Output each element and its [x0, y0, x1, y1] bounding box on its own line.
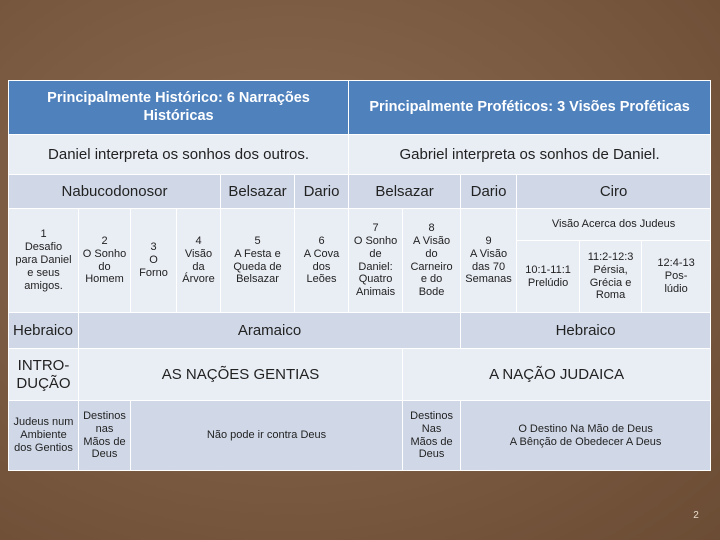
king-ciro: Ciro: [517, 175, 711, 209]
king-belsazar-right: Belsazar: [349, 175, 461, 209]
chapter-1-cell: 1 Desafio para Daniel e seus amigos.: [9, 209, 79, 313]
vision-jews-title: Visão Acerca dos Judeus: [517, 209, 711, 241]
historical-header: Principalmente Histórico: 6 Narrações Históricas: [9, 81, 349, 135]
vision-part-postlude: 12:4-13 Pos- lúdio: [642, 241, 711, 313]
chapter-8-cell: 8 A Visão do Carneiro e do Bode: [403, 209, 461, 313]
king-belsazar-left: Belsazar: [221, 175, 295, 209]
gabriel-interprets-cell: Gabriel interpreta os sonhos de Daniel.: [349, 135, 711, 175]
prophetic-header: Principalmente Proféticos: 3 Visões Proféticas: [349, 81, 711, 135]
chapter-9-cell: 9 A Visão das 70 Semanas: [461, 209, 517, 313]
vision-part-empires: 11:2-12:3 Pérsia, Grécia e Roma: [580, 241, 642, 313]
chapter-3-cell: 3 O Forno: [131, 209, 177, 313]
destiny-cell-left: Destinos nas Mãos de Deus: [79, 401, 131, 471]
chapter-2-cell: 2 O Sonho do Homem: [79, 209, 131, 313]
jews-among-gentiles-cell: Judeus num Ambiente dos Gentios: [9, 401, 79, 471]
destiny-blessing-cell: O Destino Na Mão de Deus A Bênção de Obedecer A Deus: [461, 401, 711, 471]
chapter-7-cell: 7 O Sonho de Daniel: Quatro Animais: [349, 209, 403, 313]
gentile-nations-cell: AS NAÇÕES GENTIAS: [79, 349, 403, 401]
page-number: 2: [693, 510, 699, 521]
vision-part-prelude: 10:1-11:1 Prelúdio: [517, 241, 580, 313]
language-hebrew-right: Hebraico: [461, 313, 711, 349]
destiny-cell-right: Destinos Nas Mãos de Deus: [403, 401, 461, 471]
chapter-5-cell: 5 A Festa e Queda de Belsazar: [221, 209, 295, 313]
chapter-4-cell: 4 Visão da Árvore: [177, 209, 221, 313]
daniel-overview-table: [8, 80, 711, 471]
king-nabucodonosor: Nabucodonosor: [9, 175, 221, 209]
daniel-interprets-cell: Daniel interpreta os sonhos dos outros.: [9, 135, 349, 175]
intro-cell: INTRO- DUÇÃO: [9, 349, 79, 401]
cannot-go-against-god-cell: Não pode ir contra Deus: [131, 401, 403, 471]
language-aramaic: Aramaico: [79, 313, 461, 349]
jewish-nation-cell: A NAÇÃO JUDAICA: [403, 349, 711, 401]
king-dario-left: Dario: [295, 175, 349, 209]
language-hebrew-left: Hebraico: [9, 313, 79, 349]
chapter-6-cell: 6 A Cova dos Leões: [295, 209, 349, 313]
king-dario-right: Dario: [461, 175, 517, 209]
